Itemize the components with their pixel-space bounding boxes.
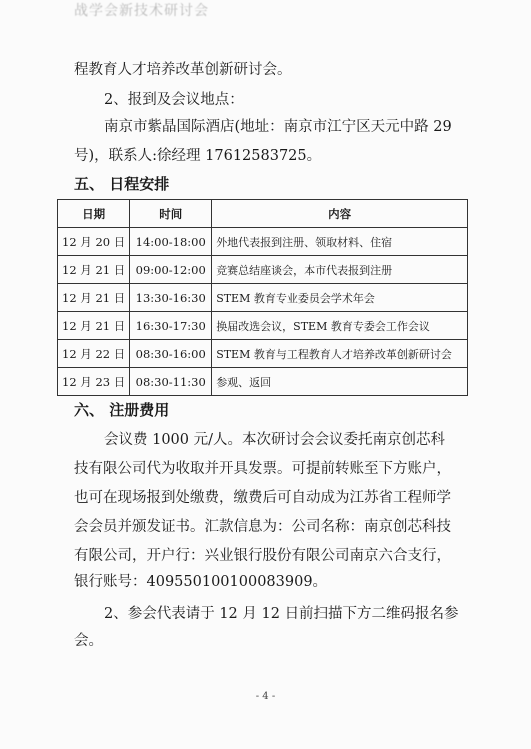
cell-content: 参观、返回 [212,368,468,396]
registration-note-line: 2、参会代表请于 12 月 12 日前扫描下方二维码报名参 [104,606,459,622]
table-row [58,312,468,340]
cell-time: 09:00-12:00 [130,256,212,284]
table-row [58,228,468,256]
page-number: - 4 - [255,691,276,702]
fee-paragraph-line: 银行账号：409550100100083909。 [74,574,328,590]
section-heading-schedule: 五、 日程安排 [74,175,170,193]
table-row [58,284,468,312]
fee-paragraph-line: 技有限公司代为收取并开具发票。可提前转账至下方账户， [74,461,451,477]
item2-title: 2、报到及会议地点： [104,92,244,108]
cell-time: 16:30-17:30 [130,312,212,340]
cell-content: STEM 教育专业委员会学术年会 [212,284,468,312]
table-row [58,368,468,396]
venue-line-1: 南京市紫晶国际酒店(地址：南京市江宁区天元中路 29 [104,119,452,135]
cell-date: 12 月 22 日 [58,340,130,368]
cell-content: STEM 教育与工程教育人才培养改革创新研讨会 [212,340,468,368]
cell-date: 12 月 21 日 [58,284,130,312]
cell-time: 14:00-18:00 [130,228,212,256]
venue-line-2: 号)，联系人:徐经理 17612583725。 [74,148,322,164]
cell-date: 12 月 21 日 [58,256,130,284]
cell-date: 12 月 23 日 [58,368,130,396]
fee-paragraph-line: 也可在现场报到处缴费，缴费后可自动成为江苏省工程师学 [74,490,451,506]
fee-paragraph-line: 会议费 1000 元/人。本次研讨会会议委托南京创芯科 [104,432,446,448]
table-header-row [58,200,468,228]
col-header-content: 内容 [212,200,468,228]
cell-time: 08:30-16:00 [130,340,212,368]
fee-paragraph-line: 会会员并颁发证书。汇款信息为：公司名称：南京创芯科技 [74,519,451,535]
cell-content: 外地代表报到注册、领取材料、住宿 [212,228,468,256]
section-heading-fees: 六、 注册费用 [74,401,170,419]
registration-note-line: 会。 [74,633,103,649]
cell-time: 13:30-16:30 [130,284,212,312]
cell-date: 12 月 21 日 [58,312,130,340]
cell-content: 换届改选会议，STEM 教育专委会工作会议 [212,312,468,340]
table-row [58,340,468,368]
cropped-header-fragment: 战学会新技术研讨会 [74,3,209,19]
paragraph-continuation: 程教育人才培养改革创新研讨会。 [74,62,292,78]
col-header-time: 时间 [130,200,212,228]
fee-paragraph-line: 有限公司，开户行：兴业银行股份有限公司南京六合支行， [74,548,451,564]
schedule-table [57,199,468,396]
table-row [58,256,468,284]
cell-time: 08:30-11:30 [130,368,212,396]
cell-content: 竞赛总结座谈会，本市代表报到注册 [212,256,468,284]
col-header-date: 日期 [58,200,130,228]
cell-date: 12 月 20 日 [58,228,130,256]
